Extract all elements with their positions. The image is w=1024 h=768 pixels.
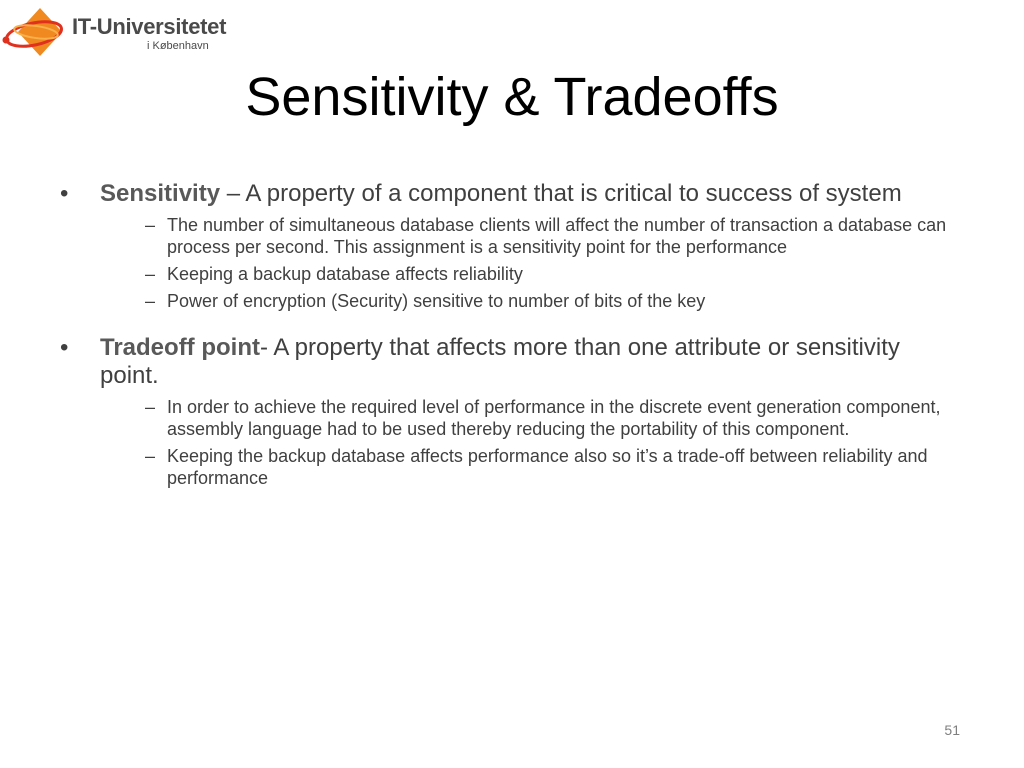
- sub-item: [145, 290, 960, 312]
- bullet-item-tradeoff: [60, 334, 960, 489]
- sub-item: [145, 445, 960, 489]
- sub-list: [100, 396, 960, 489]
- logo-subtitle: i København: [147, 40, 209, 52]
- dash-icon: –: [145, 215, 156, 235]
- sub-item-text: Keeping a backup database affects reliability: [167, 264, 523, 284]
- bullet-item-sensitivity: [60, 180, 960, 312]
- dash-icon: –: [145, 446, 156, 466]
- sub-item: [145, 214, 960, 258]
- sub-item-text: In order to achieve the required level of performance in the discrete event generation component, assembly language had to be used thereby reducing the portability of this component.: [167, 397, 941, 439]
- page-number: 51: [944, 722, 960, 738]
- sub-item-text: Keeping the backup database affects performance also so it’s a trade-off between reliability and performance: [167, 446, 928, 488]
- sub-item-text: Power of encryption (Security) sensitive to number of bits of the key: [167, 291, 706, 311]
- dash-icon: –: [145, 291, 156, 311]
- sub-item-text: The number of simultaneous database clients will affect the number of transaction a database can process per second. This assignment is a sensitivity point for the performance: [167, 215, 947, 257]
- bullet-term: Sensitivity: [100, 180, 221, 207]
- sub-list: [100, 214, 960, 312]
- slide-title: Sensitivity & Tradeoffs: [245, 67, 779, 127]
- slide-body: [60, 180, 960, 494]
- bullet-text: - A property that affects more than one attribute or sensitivity point.: [100, 334, 900, 389]
- dash-icon: –: [145, 264, 156, 284]
- sub-item: [145, 263, 960, 285]
- university-logo: [0, 4, 230, 64]
- bullet-icon: •: [60, 180, 69, 207]
- bullet-icon: •: [60, 334, 69, 361]
- bullet-text: – A property of a component that is critical to success of system: [220, 180, 902, 207]
- bullet-term: Tradeoff point: [100, 334, 260, 361]
- logo-emblem-icon: [0, 4, 70, 64]
- logo-name: IT-Universitetet: [72, 14, 227, 39]
- dash-icon: –: [145, 397, 156, 417]
- sub-item: [145, 396, 960, 440]
